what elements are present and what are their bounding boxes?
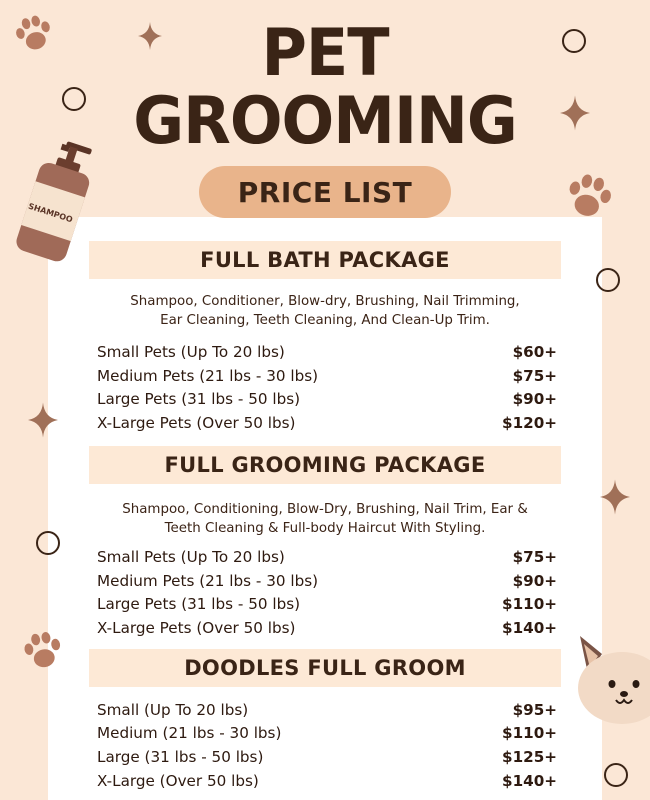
description-line: Shampoo, Conditioning, Blow-Dry, Brushing, Nail Trim, Ear & [122,502,528,517]
circle-icon [562,29,586,53]
price-value: $75+ [512,367,557,385]
size-label: Medium Pets (21 lbs - 30 lbs) [97,572,319,590]
price-value: $75+ [512,548,557,566]
circle-icon [596,268,620,292]
sparkle-icon [28,398,58,442]
sparkle-icon [138,22,162,50]
paw-icon [20,628,66,674]
dog-face-icon [574,630,650,726]
section-description-full-bath [89,292,561,330]
circle-icon [604,763,628,787]
shampoo-bottle-icon [4,138,104,266]
description-line: Teeth Cleaning & Full-body Haircut With Styling. [164,521,486,536]
size-label: X-Large Pets (Over 50 lbs) [97,414,296,432]
sparkle-icon [560,92,590,134]
section-header-doodles: DOODLES FULL GROOM [89,649,561,687]
paw-icon [12,12,56,56]
price-value: $110+ [502,595,557,613]
size-label: Medium Pets (21 lbs - 30 lbs) [97,367,319,385]
price-row [97,412,557,434]
price-value: $125+ [502,748,557,766]
description-line: Ear Cleaning, Teeth Cleaning, And Clean-Up Trim. [160,313,490,328]
size-label: Small Pets (Up To 20 lbs) [97,343,285,361]
paw-icon [562,170,616,224]
price-row [97,365,557,387]
price-row [97,617,557,639]
bottle-label: SHAMPOO [27,201,74,225]
price-value: $140+ [502,619,557,637]
price-row [97,546,557,568]
title-line-1: PET [261,14,389,91]
price-row [97,570,557,592]
price-value: $140+ [502,772,557,790]
circle-icon [36,531,60,555]
price-row [97,341,557,363]
price-list-badge: PRICE LIST [199,166,451,218]
size-label: X-Large (Over 50 lbs) [97,772,259,790]
price-row [97,722,557,744]
title-line-2: GROOMING [133,82,517,159]
section-header-full-bath: FULL BATH PACKAGE [89,241,561,279]
price-row [97,593,557,615]
size-label: X-Large Pets (Over 50 lbs) [97,619,296,637]
circle-icon [62,87,86,111]
size-label: Large (31 lbs - 50 lbs) [97,748,264,766]
price-row [97,388,557,410]
price-value: $120+ [502,414,557,432]
price-row [97,770,557,792]
description-line: Shampoo, Conditioner, Blow-dry, Brushing, Nail Trimming, [130,294,520,309]
size-label: Small Pets (Up To 20 lbs) [97,548,285,566]
section-description-full-grooming [89,500,561,538]
price-row [97,746,557,768]
sparkle-icon [600,475,630,519]
size-label: Small (Up To 20 lbs) [97,701,249,719]
price-row [97,699,557,721]
size-label: Large Pets (31 lbs - 50 lbs) [97,390,301,408]
price-value: $110+ [502,724,557,742]
price-value: $90+ [512,390,557,408]
size-label: Medium (21 lbs - 30 lbs) [97,724,282,742]
price-value: $90+ [512,572,557,590]
size-label: Large Pets (31 lbs - 50 lbs) [97,595,301,613]
price-value: $60+ [512,343,557,361]
section-header-full-grooming: FULL GROOMING PACKAGE [89,446,561,484]
price-value: $95+ [512,701,557,719]
